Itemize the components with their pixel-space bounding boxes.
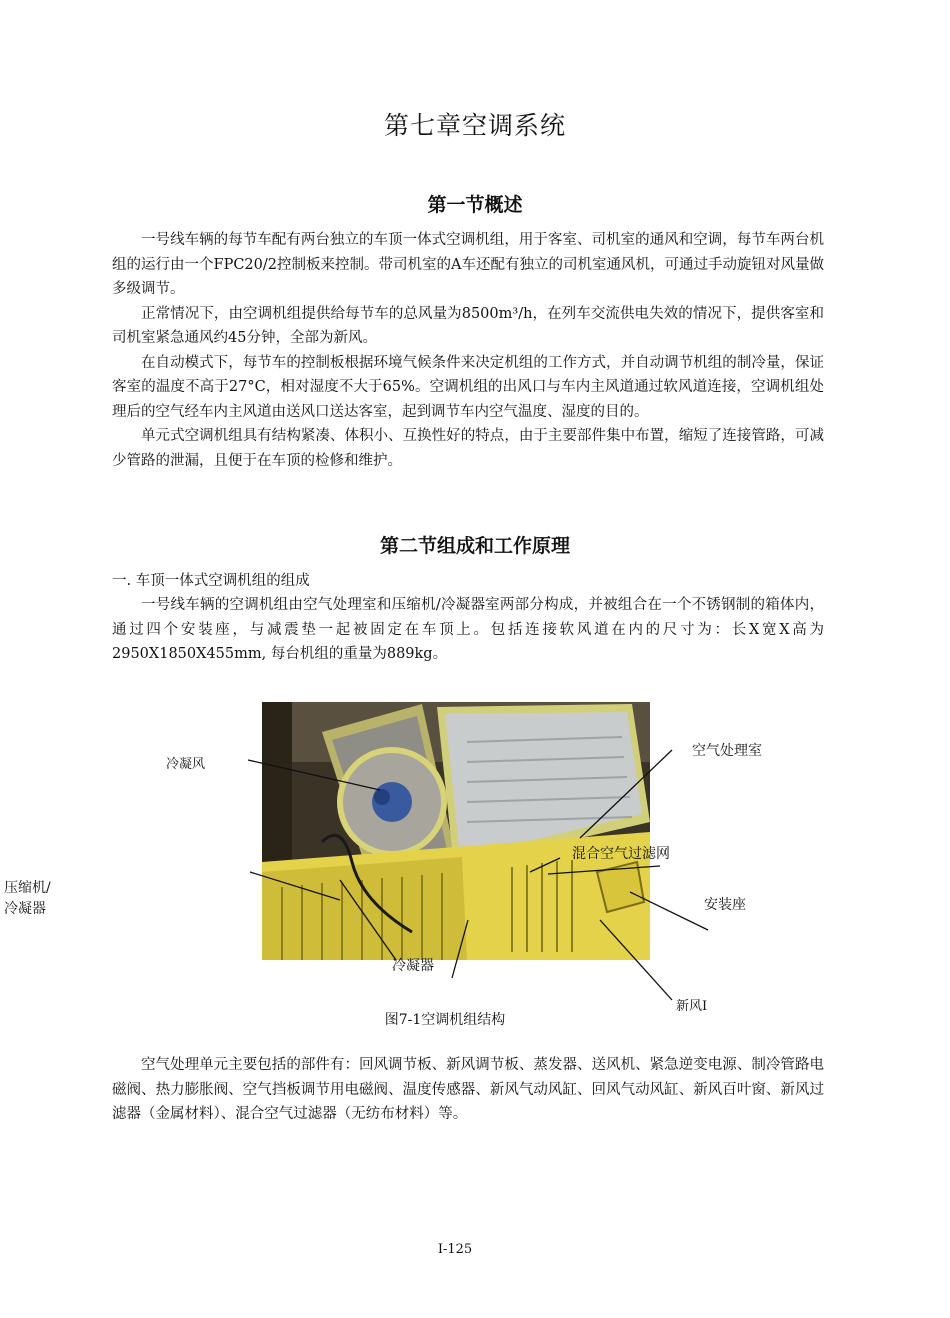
chapter-title: 第七章空调系统 xyxy=(383,111,566,140)
label-fresh-air: 新风I xyxy=(676,999,708,1014)
section-1-title: 第一节概述 xyxy=(427,194,523,216)
label-air-handling-room: 空气处理室 xyxy=(692,743,762,759)
paragraph: 正常情况下，由空调机组提供给每节车的总风量为8500m³/h，在列车交流供电失效的情况下，提供客室和司机室紧急通风约45分钟，全部为新风。 xyxy=(112,305,824,346)
label-condenser-fan: 冷凝风 xyxy=(166,757,206,772)
paragraph: 一号线车辆的每节车配有两台独立的车顶一体式空调机组，用于客室、司机室的通风和空调，每节车两台机组的运行由一个FPC20/2控制板来控制。带司机室的A车还配有独立的司机室通风机，可通过手动旋钮对风量做多级调节。 xyxy=(112,232,824,297)
label-compressor-condenser-2: 冷凝器 xyxy=(4,901,46,917)
label-mounting-seat: 安装座 xyxy=(704,897,746,913)
page-number: I-125 xyxy=(437,1242,473,1257)
paragraph: 单元式空调机组具有结构紧凑、体积小、互换性好的特点，由于主要部件集中布置，缩短了连接管路，可减少管路的泄漏，且便于在车顶的检修和维护。 xyxy=(112,428,824,469)
paragraph: 空气处理单元主要包括的部件有：回风调节板、新风调节板、蒸发器、送风机、紧急逆变电源、制冷管路电磁阀、热力膨胀阀、空气挡板调节用电磁阀、温度传感器、新风气动风缸、回风气动风缸、新风百叶窗、新风过滤器（金属材料）、混合空气过滤器（无纺布材料）等。 xyxy=(112,1057,824,1122)
paragraph: 在自动模式下，每节车的控制板根据环境气候条件来决定机组的工作方式，并自动调节机组的制冷量，保证客室的温度不高于27°C，相对湿度不大于65%。空调机组的出风口与车内主风道通过软风道连接，空调机组处理后的空气经车内主风道由送风口送达客室，起到调节车内空气温度、湿度的目的。 xyxy=(112,354,824,420)
section-1-body xyxy=(112,228,824,473)
section-2-title: 第二节组成和工作原理 xyxy=(379,535,570,557)
section-2-body xyxy=(112,593,824,667)
paragraph: 一号线车辆的空调机组由空气处理室和压缩机/冷凝器室两部分构成，并被组合在一个不锈钢制的箱体内，通过四个安装座，与减震垫一起被固定在车顶上。包括连接软风道在内的尺寸为：长X宽X高为2950X1850X455mm, 每台机组的重量为889kg。 xyxy=(112,597,824,662)
label-mixed-air-filter: 混合空气过滤网 xyxy=(572,846,670,862)
ac-unit-illustration xyxy=(262,702,650,960)
label-compressor-condenser-1: 压缩机/ xyxy=(4,880,51,896)
components-paragraph-block xyxy=(112,1053,824,1127)
figure-caption: 图7-1空调机组结构 xyxy=(384,1012,506,1028)
subheading: 一. 车顶一体式空调机组的组成 xyxy=(112,573,310,589)
ac-unit-photo xyxy=(262,702,650,960)
label-condenser: 冷凝器 xyxy=(392,958,434,974)
